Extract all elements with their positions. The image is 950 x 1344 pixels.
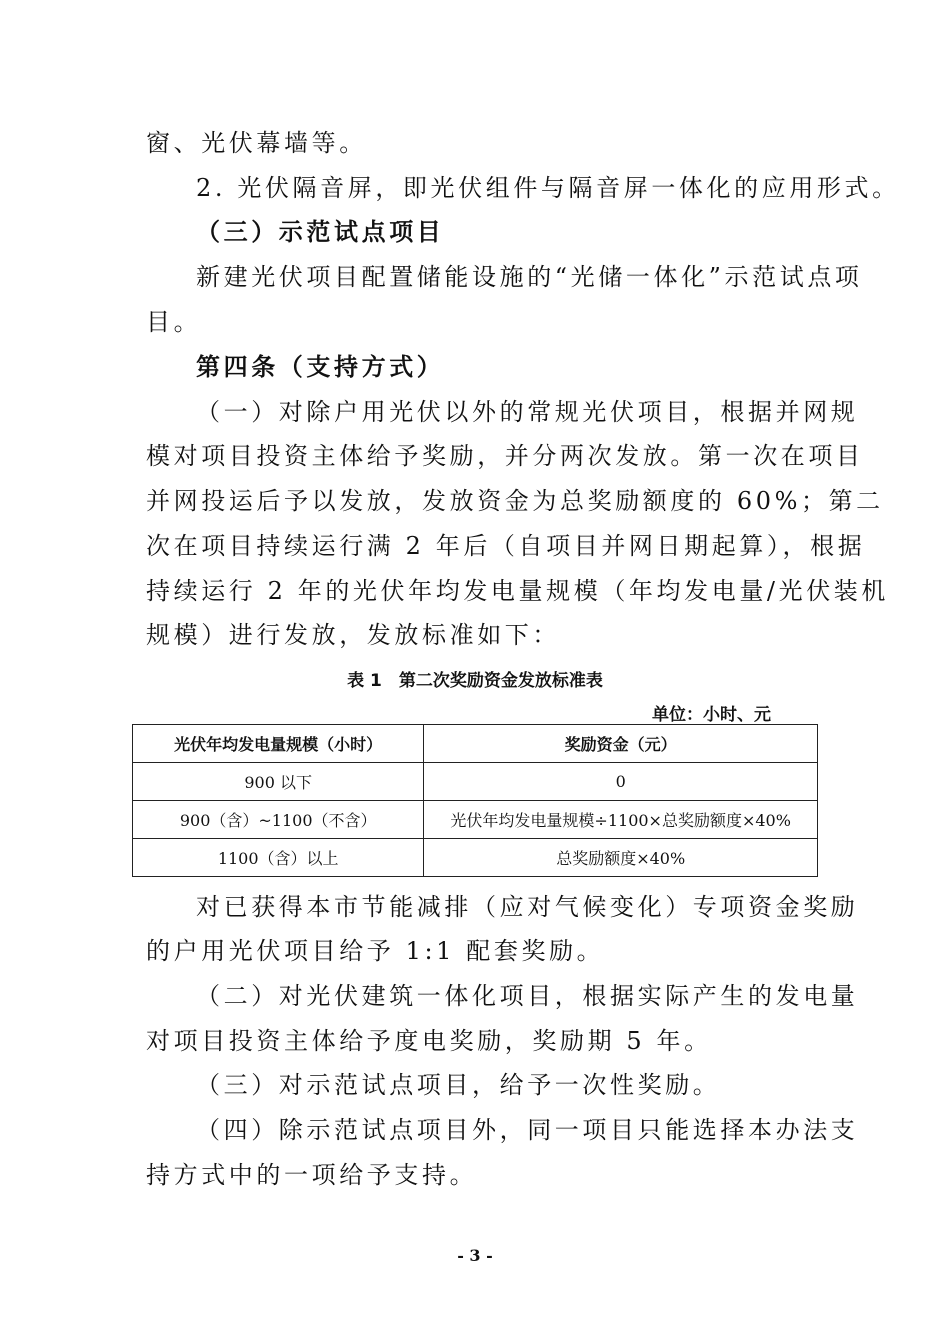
- text-line: 2. 光伏隔音屏，即光伏组件与隔音屏一体化的应用形式。: [196, 174, 900, 202]
- table-header-cell: 奖励资金（元）: [424, 725, 818, 763]
- text-line: （一）对除户用光伏以外的常规光伏项目，根据并网规: [196, 398, 859, 426]
- table-row: [133, 801, 818, 839]
- text-line: （三）对示范试点项目，给予一次性奖励。: [196, 1071, 721, 1099]
- text-line: 窗、光伏幕墙等。: [146, 129, 367, 157]
- text-line: （四）除示范试点项目外，同一项目只能选择本办法支: [196, 1116, 859, 1144]
- text-line: 持续运行 2 年的光伏年均发电量规模（年均发电量/光伏装机: [146, 577, 890, 605]
- table-caption: 表 1 第二次奖励资金发放标准表: [347, 671, 603, 691]
- text-line: 目。: [146, 308, 202, 336]
- table-cell: 1100（含）以上: [133, 839, 424, 877]
- table-header-cell: 光伏年均发电量规模（小时）: [133, 725, 424, 763]
- text-line: 次在项目持续运行满 2 年后（自项目并网日期起算），根据: [146, 532, 866, 560]
- text-line: 规模）进行发放，发放标准如下：: [146, 621, 560, 649]
- section-heading: （三）示范试点项目: [196, 218, 445, 246]
- table-cell: 900 以下: [133, 763, 424, 801]
- text-line: 对项目投资主体给予度电奖励，奖励期 5 年。: [146, 1027, 712, 1055]
- page-number: - 3 -: [457, 1246, 493, 1265]
- table-cell: 0: [424, 763, 818, 801]
- text-line: （二）对光伏建筑一体化项目，根据实际产生的发电量: [196, 982, 859, 1010]
- article-heading: 第四条（支持方式）: [196, 353, 445, 381]
- text-line: 对已获得本市节能减排（应对气候变化）专项资金奖励: [196, 893, 859, 921]
- table-row: [133, 839, 818, 877]
- text-line: 新建光伏项目配置储能设施的“光储一体化”示范试点项: [196, 263, 863, 291]
- table-unit: 单位：小时、元: [652, 705, 771, 725]
- table-cell: 光伏年均发电量规模÷1100×总奖励额度×40%: [424, 801, 818, 839]
- text-line: 模对项目投资主体给予奖励，并分两次发放。第一次在项目: [146, 442, 864, 470]
- table-cell: 总奖励额度×40%: [424, 839, 818, 877]
- table-cell: 900（含）~1100（不含）: [133, 801, 424, 839]
- text-line: 持方式中的一项给予支持。: [146, 1161, 478, 1189]
- reward-standard-table: [132, 724, 818, 877]
- table-header-row: [133, 725, 818, 763]
- text-line: 的户用光伏项目给予 1:1 配套奖励。: [146, 937, 605, 965]
- text-line: 并网投运后予以发放，发放资金为总奖励额度的 60%；第二: [146, 487, 884, 515]
- table-row: [133, 763, 818, 801]
